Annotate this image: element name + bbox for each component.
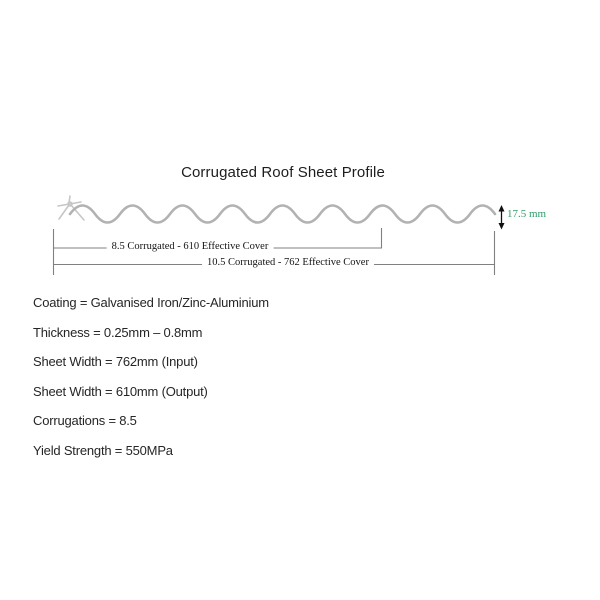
double-arrow-vertical-icon	[499, 205, 505, 230]
clip-marker-icon	[58, 196, 84, 220]
specifications-list	[33, 288, 453, 465]
spec-yield-strength: Yield Strength = 550MPa	[33, 442, 173, 458]
spec-sheet-width-input: Sheet Width = 762mm (Input)	[33, 354, 198, 369]
spec-corrugations: Corrugations = 8.5	[33, 413, 137, 428]
spec-thickness: Thickness = 0.25mm – 0.8mm	[33, 324, 203, 340]
spec-sheet-width-output: Sheet Width = 610mm (Output)	[33, 383, 208, 399]
dimension-label-762-effective-cover: 10.5 Corrugated - 762 Effective Cover	[202, 257, 374, 268]
height-dimension-label: 17.5 mm	[507, 208, 547, 220]
dimension-label-610-effective-cover: 8.5 Corrugated - 610 Effective Cover	[107, 241, 274, 252]
spec-coating: Coating = Galvanised Iron/Zinc-Aluminium	[33, 295, 269, 310]
wave-profile	[70, 206, 495, 223]
page-title: Corrugated Roof Sheet Profile	[181, 164, 385, 181]
